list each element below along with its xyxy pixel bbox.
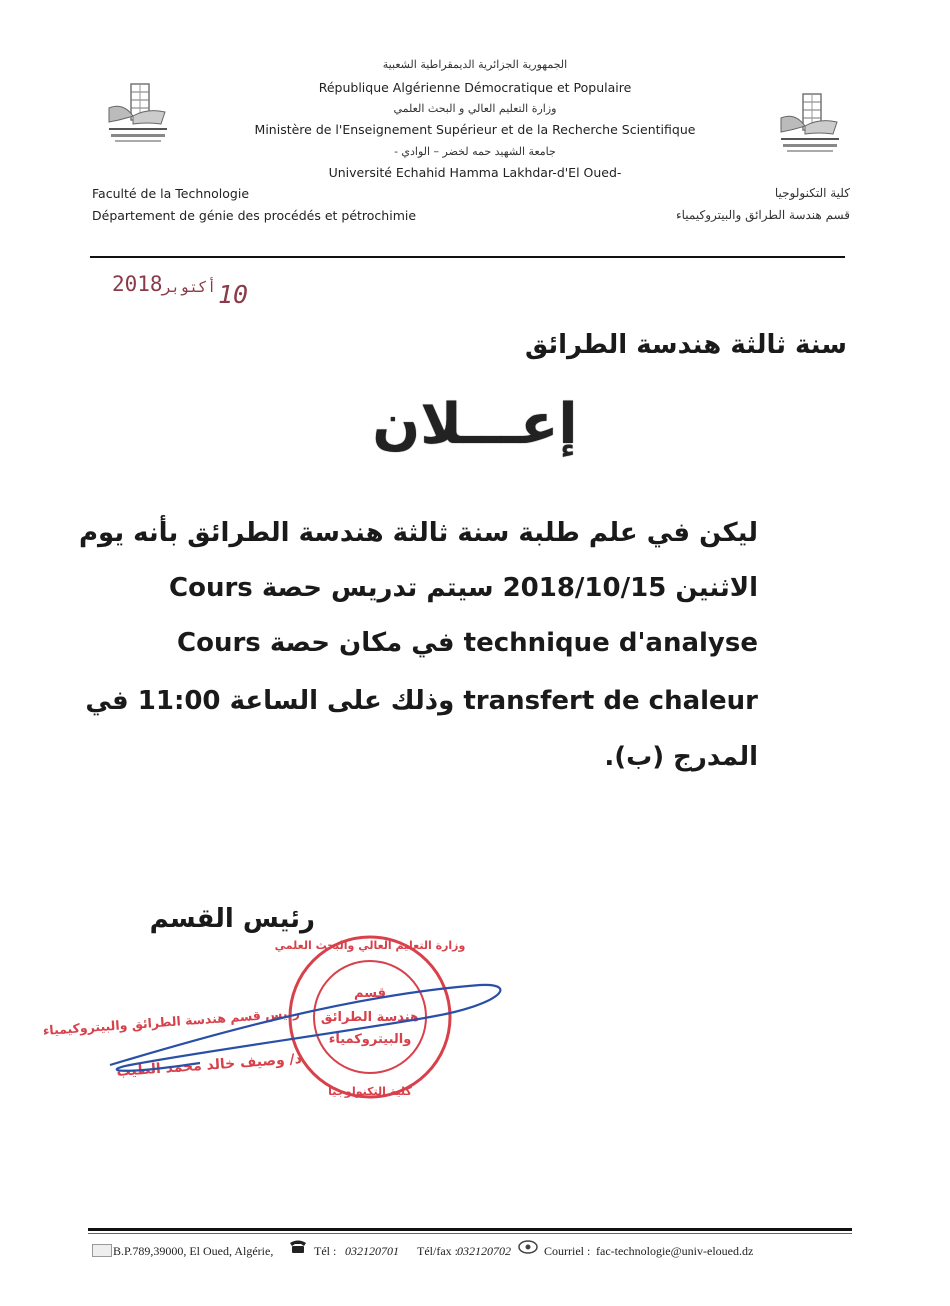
footer-rule-top xyxy=(88,1228,852,1231)
stamp-name-line1: رئيس قسم هندسة الطرائق والبيتروكيمياء xyxy=(42,1005,301,1038)
date-stamp-year: 2018 xyxy=(112,272,163,296)
mailbox-icon xyxy=(92,1244,112,1257)
department-ar: قسم هندسة الطرائق والبيتروكيمياء xyxy=(676,208,850,222)
document-title: إعـــلان xyxy=(372,392,578,457)
header-divider xyxy=(90,256,845,258)
stamp-name-line2: د/ وصيف خالد محمد الطيب xyxy=(116,1051,303,1080)
footer-address: B.P.789,39000, El Oued, Algérie, xyxy=(113,1244,274,1258)
header-republic-fr: République Algérienne Démocratique et Populaire xyxy=(318,80,632,95)
header-ministry-ar: وزارة التعليم العالي و البحث العلمي xyxy=(393,102,557,115)
signature-title: رئيس القسم xyxy=(149,904,315,934)
header-university-ar: جامعة الشهيد حمه لخضر – الوادي - xyxy=(394,145,556,158)
audience-heading: سنة ثالثة هندسة الطرائق xyxy=(524,330,847,360)
stamp-center-1: قسم xyxy=(354,986,386,1001)
department-fr: Département de génie des procédés et pétrochimie xyxy=(92,208,417,223)
university-logo-right xyxy=(775,88,845,168)
footer-mail[interactable]: fac-technologie@univ-eloued.dz xyxy=(596,1244,754,1258)
faculty-ar: كلية التكنولوجيا xyxy=(774,186,850,200)
telephone-icon xyxy=(288,1238,308,1254)
body-line-1: ليكن في علم طلبة سنة ثالثة هندسة الطرائق بأنه يوم xyxy=(78,518,758,548)
date-stamp-day: 10 xyxy=(218,280,249,309)
footer-fax: 032120702 xyxy=(457,1244,511,1258)
stamp-ring-bottom: كلية التكنولوجيا xyxy=(328,1085,412,1098)
stamp-center-2: هندسة الطرائق xyxy=(320,1010,420,1025)
body-line-3: technique d'analyse في مكان حصة Cours xyxy=(177,628,758,658)
header-republic-ar: الجمهورية الجزائرية الديمقراطية الشعبية xyxy=(382,58,568,71)
footer-tel-label: Tél : xyxy=(314,1244,337,1258)
body-line-2: الاثنين 2018/10/15 سيتم تدريس حصة Cours xyxy=(169,573,758,603)
footer-fax-label: Tél/fax : xyxy=(417,1244,458,1258)
footer-mail-label: Courriel : xyxy=(544,1244,591,1258)
university-logo-left xyxy=(103,78,173,158)
date-stamp-month: أكتوبر xyxy=(162,278,217,296)
footer-rule-thin xyxy=(88,1233,852,1234)
stamp-ring-top: وزارة التعليم العالي والبحث العلمي xyxy=(274,939,466,952)
header-university-fr: Université Echahid Hamma Lakhdar-d'El Oued- xyxy=(328,165,622,180)
body-line-5: المدرج (ب). xyxy=(604,742,758,772)
stamp-center-3: والبيتروكمياء xyxy=(328,1032,412,1047)
email-icon xyxy=(518,1240,538,1254)
footer-tel: 032120701 xyxy=(345,1244,399,1258)
body-line-4: transfert de chaleur وذلك على الساعة 11:00 في xyxy=(85,686,758,716)
department-stamp xyxy=(42,925,510,1110)
faculty-fr: Faculté de la Technologie xyxy=(92,186,250,201)
header-ministry-fr: Ministère de l'Enseignement Supérieur et de la Recherche Scientifique xyxy=(254,122,696,137)
